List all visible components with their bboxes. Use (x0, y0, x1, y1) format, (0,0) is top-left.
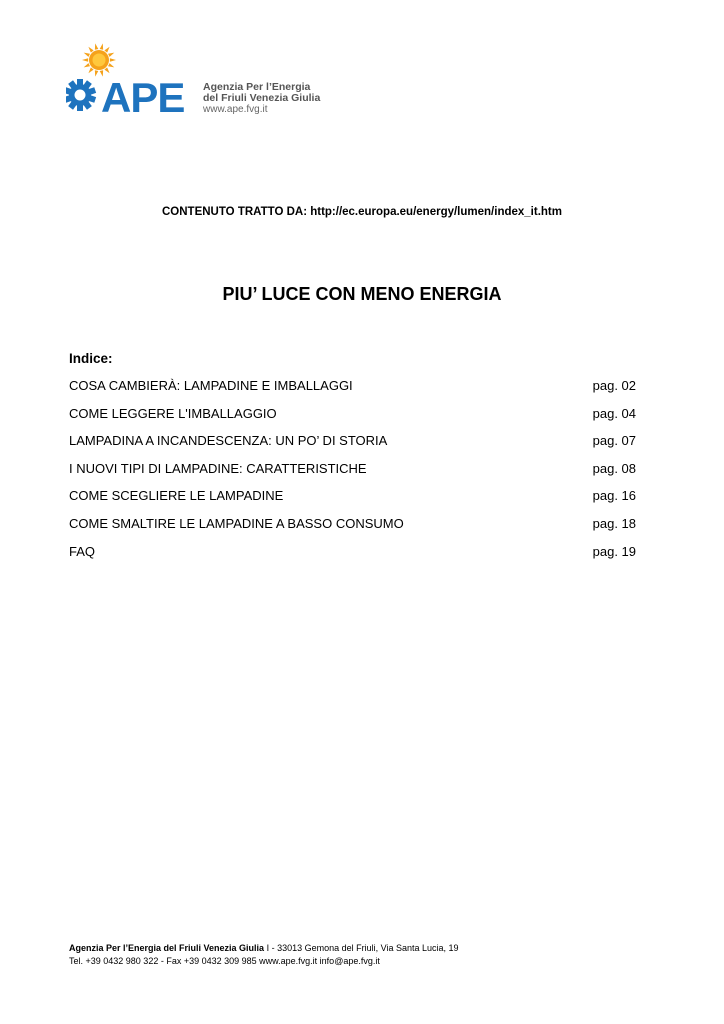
toc-entry-page: pag. 04 (592, 405, 636, 421)
toc-entry-page: pag. 08 (592, 460, 636, 476)
document-title: PIU’ LUCE CON MENO ENERGIA (222, 284, 502, 304)
index-heading: Indice: (69, 351, 113, 366)
toc-entry (69, 488, 636, 516)
toc-entry-title: LAMPADINA A INCANDESCENZA: UN PO’ DI STORIA (69, 433, 388, 449)
toc-entry-page: pag. 02 (592, 378, 636, 393)
ape-logo (66, 40, 336, 120)
toc-entry (69, 461, 636, 489)
toc-entry-title: COME SCEGLIERE LE LAMPADINE (69, 488, 284, 504)
table-of-contents (69, 378, 636, 571)
toc-entry (69, 516, 636, 544)
toc-entry (69, 406, 636, 434)
logo-website: www.ape.fvg.it (203, 104, 268, 115)
gear-icon (66, 79, 96, 111)
logo-org-line-2: del Friuli Venezia Giulia (203, 92, 321, 104)
toc-entry-title: COSA CAMBIERÀ: LAMPADINE E IMBALLAGGI (69, 378, 353, 393)
page-footer (69, 942, 459, 968)
toc-entry-title: COME LEGGERE L'IMBALLAGGIO (69, 405, 277, 421)
footer-address: I - 33013 Gemona del Friuli, Via Santa Lucia, 19 (266, 943, 459, 953)
toc-entry (69, 378, 636, 406)
toc-entry-page: pag. 16 (592, 488, 636, 504)
footer-contacts: Tel. +39 0432 980 322 - Fax +39 0432 309 985 www.ape.fvg.it info@ape.fvg.it (69, 956, 380, 966)
footer-org-name: Agenzia Per l’Energia del Friuli Venezia Giulia (69, 943, 265, 953)
sun-icon (82, 43, 116, 76)
toc-entry (69, 433, 636, 461)
toc-entry-page: pag. 18 (592, 515, 636, 531)
logo-text (203, 82, 320, 115)
footer-address-line (69, 942, 459, 955)
toc-entry-page: pag. 07 (592, 433, 636, 449)
toc-entry-page: pag. 19 (592, 543, 636, 559)
ape-logo-graphic (66, 40, 201, 120)
logo-org-line-1: Agenzia Per l’Energia (203, 81, 311, 93)
toc-entry-title: FAQ (69, 543, 96, 559)
logo-acronym: APE (101, 74, 185, 120)
toc-entry-title: COME SMALTIRE LE LAMPADINE A BASSO CONSUMO (69, 515, 404, 531)
toc-entry-title: I NUOVI TIPI DI LAMPADINE: CARATTERISTICHE (69, 460, 367, 476)
source-line: CONTENUTO TRATTO DA: http://ec.europa.eu/energy/lumen/index_it.htm (162, 206, 562, 218)
toc-entry (69, 544, 636, 572)
